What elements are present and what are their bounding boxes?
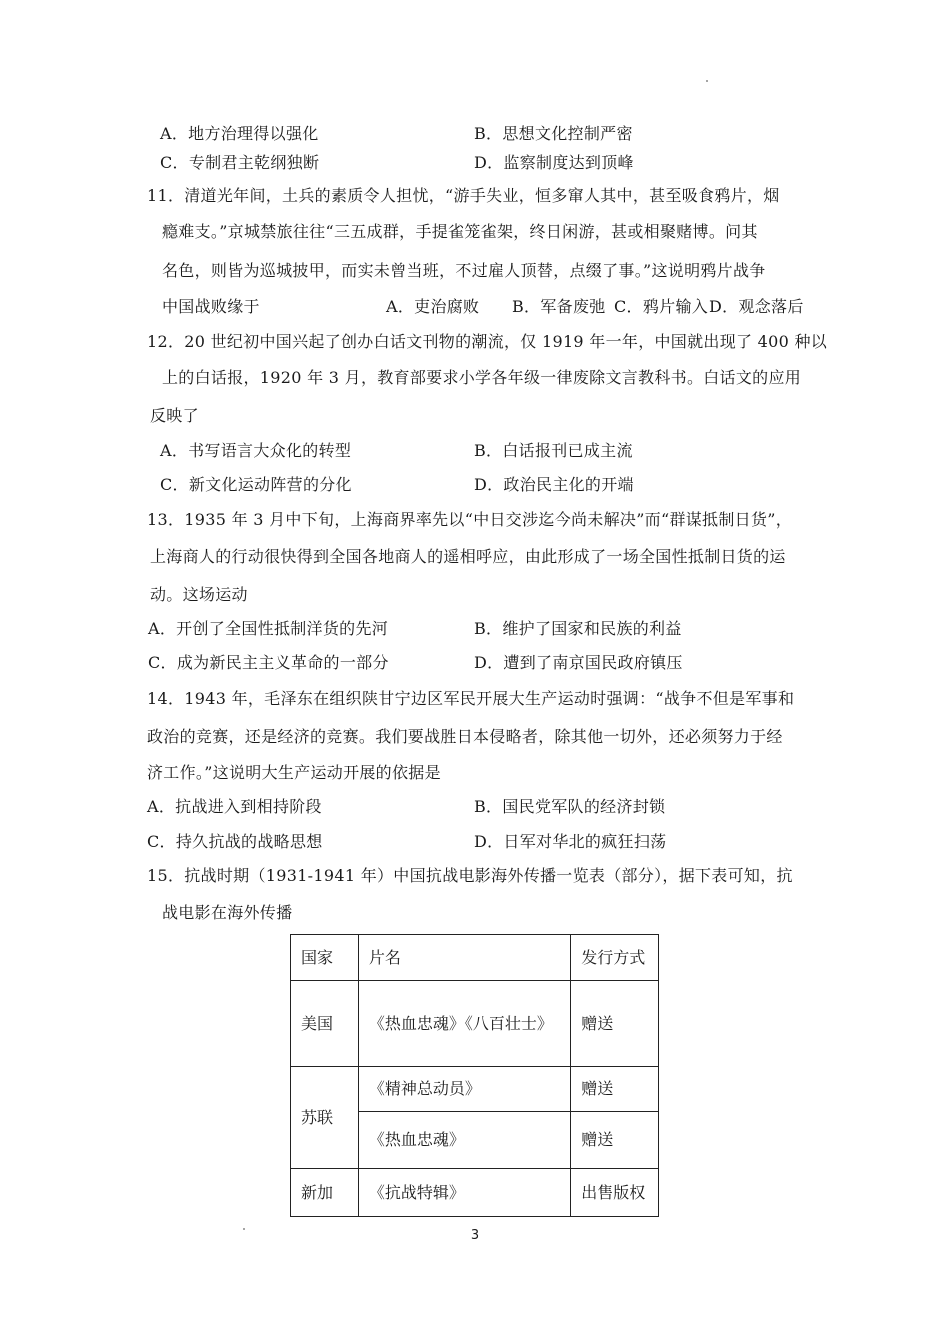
q11-stem-line-1: 11．清道光年间，土兵的素质令人担忧，“游手失业，恒多窜人其中，甚至吸食鸦片，烟 <box>147 186 780 205</box>
header-film: 片名 <box>358 935 570 981</box>
q12-stem-line-2: 上的白话报，1920 年 3 月，教育部要求小学各年级一律废除文言教科书。白话文的应用 <box>162 368 802 387</box>
cell-film: 《精神总动员》 <box>358 1067 570 1112</box>
cell-film: 《抗战特辑》 <box>358 1169 570 1217</box>
q10-option-b: B．思想文化控制严密 <box>474 124 633 143</box>
q14-stem-line-2: 政治的竞赛，还是经济的竞赛。我们要战胜日本侵略者，除其他一切外，还必须努力于经 <box>147 727 783 746</box>
film-distribution-table <box>290 934 659 1217</box>
q12-stem-line-3: 反映了 <box>150 406 199 425</box>
scan-speck <box>706 80 708 82</box>
cell-film: 《热血忠魂》 <box>358 1112 570 1169</box>
q12-option-a: A．书写语言大众化的转型 <box>160 441 352 460</box>
page-number: 3 <box>470 1228 480 1243</box>
header-country: 国家 <box>291 935 359 981</box>
q14-stem-line-1: 14．1943 年，毛泽东在组织陕甘宁边区军民开展大生产运动时强调：“战争不但是军事和 <box>147 689 795 708</box>
q15-stem-line-1: 15．抗战时期（1931-1941 年）中国抗战电影海外传播一览表（部分），据下表可知，抗 <box>147 866 793 885</box>
cell-country: 新加 <box>291 1169 359 1217</box>
q13-option-a: A．开创了全国性抵制洋货的先河 <box>148 619 389 638</box>
q13-stem-line-2: 上海商人的行动很快得到全国各地商人的遥相呼应，由此形成了一场全国性抵制日货的运 <box>150 547 786 566</box>
q11-option-a: A．吏治腐败 <box>386 297 480 316</box>
cell-method: 赠送 <box>571 1112 659 1169</box>
q10-option-c: C．专制君主乾纲独断 <box>160 153 320 172</box>
q10-option-a: A．地方治理得以强化 <box>160 124 319 143</box>
q13-option-d: D．遭到了南京国民政府镇压 <box>474 653 683 672</box>
cell-method: 赠送 <box>571 1067 659 1112</box>
q14-stem-line-3: 济工作。”这说明大生产运动开展的依据是 <box>147 763 441 782</box>
table-row <box>291 1169 659 1217</box>
q11-option-d: D．观念落后 <box>709 297 804 316</box>
table-row <box>291 981 659 1067</box>
q11-stem-line-3: 名色，则皆为巡城披甲，而实未曾当班，不过雇人顶替，点缀了事。”这说明鸦片战争 <box>162 261 766 280</box>
cell-film: 《热血忠魂》《八百壮士》 <box>358 981 570 1067</box>
q11-option-c: C．鸦片输入 <box>614 297 709 316</box>
q13-stem-line-1: 13．1935 年 3 月中下旬，上海商界率先以“中日交涉迄今尚未解决”而“群谋抵制日货”， <box>147 510 793 529</box>
q14-option-d: D．日军对华北的疯狂扫荡 <box>474 832 667 851</box>
header-method: 发行方式 <box>571 935 659 981</box>
q12-stem-line-1: 12．20 世纪初中国兴起了创办白话文刊物的潮流，仅 1919 年一年，中国就出现了 400 种以 <box>147 332 828 351</box>
q14-option-b: B．国民党军队的经济封锁 <box>474 797 666 816</box>
q12-option-d: D．政治民主化的开端 <box>474 475 634 494</box>
q15-stem-line-2: 战电影在海外传播 <box>162 903 293 922</box>
q14-option-a: A．抗战进入到相持阶段 <box>147 797 322 816</box>
table-row <box>291 1067 659 1112</box>
q11-option-b: B．军备废弛 <box>512 297 606 316</box>
q14-option-c: C．持久抗战的战略思想 <box>147 832 323 851</box>
table-header-row <box>291 935 659 981</box>
cell-method: 赠送 <box>571 981 659 1067</box>
q12-option-b: B．白话报刊已成主流 <box>474 441 633 460</box>
cell-country: 苏联 <box>291 1067 359 1169</box>
q10-option-d: D．监察制度达到顶峰 <box>474 153 634 172</box>
q13-option-c: C．成为新民主主义革命的一部分 <box>148 653 389 672</box>
q13-option-b: B．维护了国家和民族的利益 <box>474 619 682 638</box>
q12-option-c: C．新文化运动阵营的分化 <box>160 475 352 494</box>
q13-stem-line-3: 动。这场运动 <box>150 585 248 604</box>
cell-method: 出售版权 <box>571 1169 659 1217</box>
cell-country: 美国 <box>291 981 359 1067</box>
q11-stem-line-4: 中国战败缘于 <box>162 297 260 316</box>
q11-stem-line-2: 瘾难支。”京城禁旅往往“三五成群，手提雀笼雀架，终日闲游，甚或相聚赌博。问其 <box>162 222 758 241</box>
